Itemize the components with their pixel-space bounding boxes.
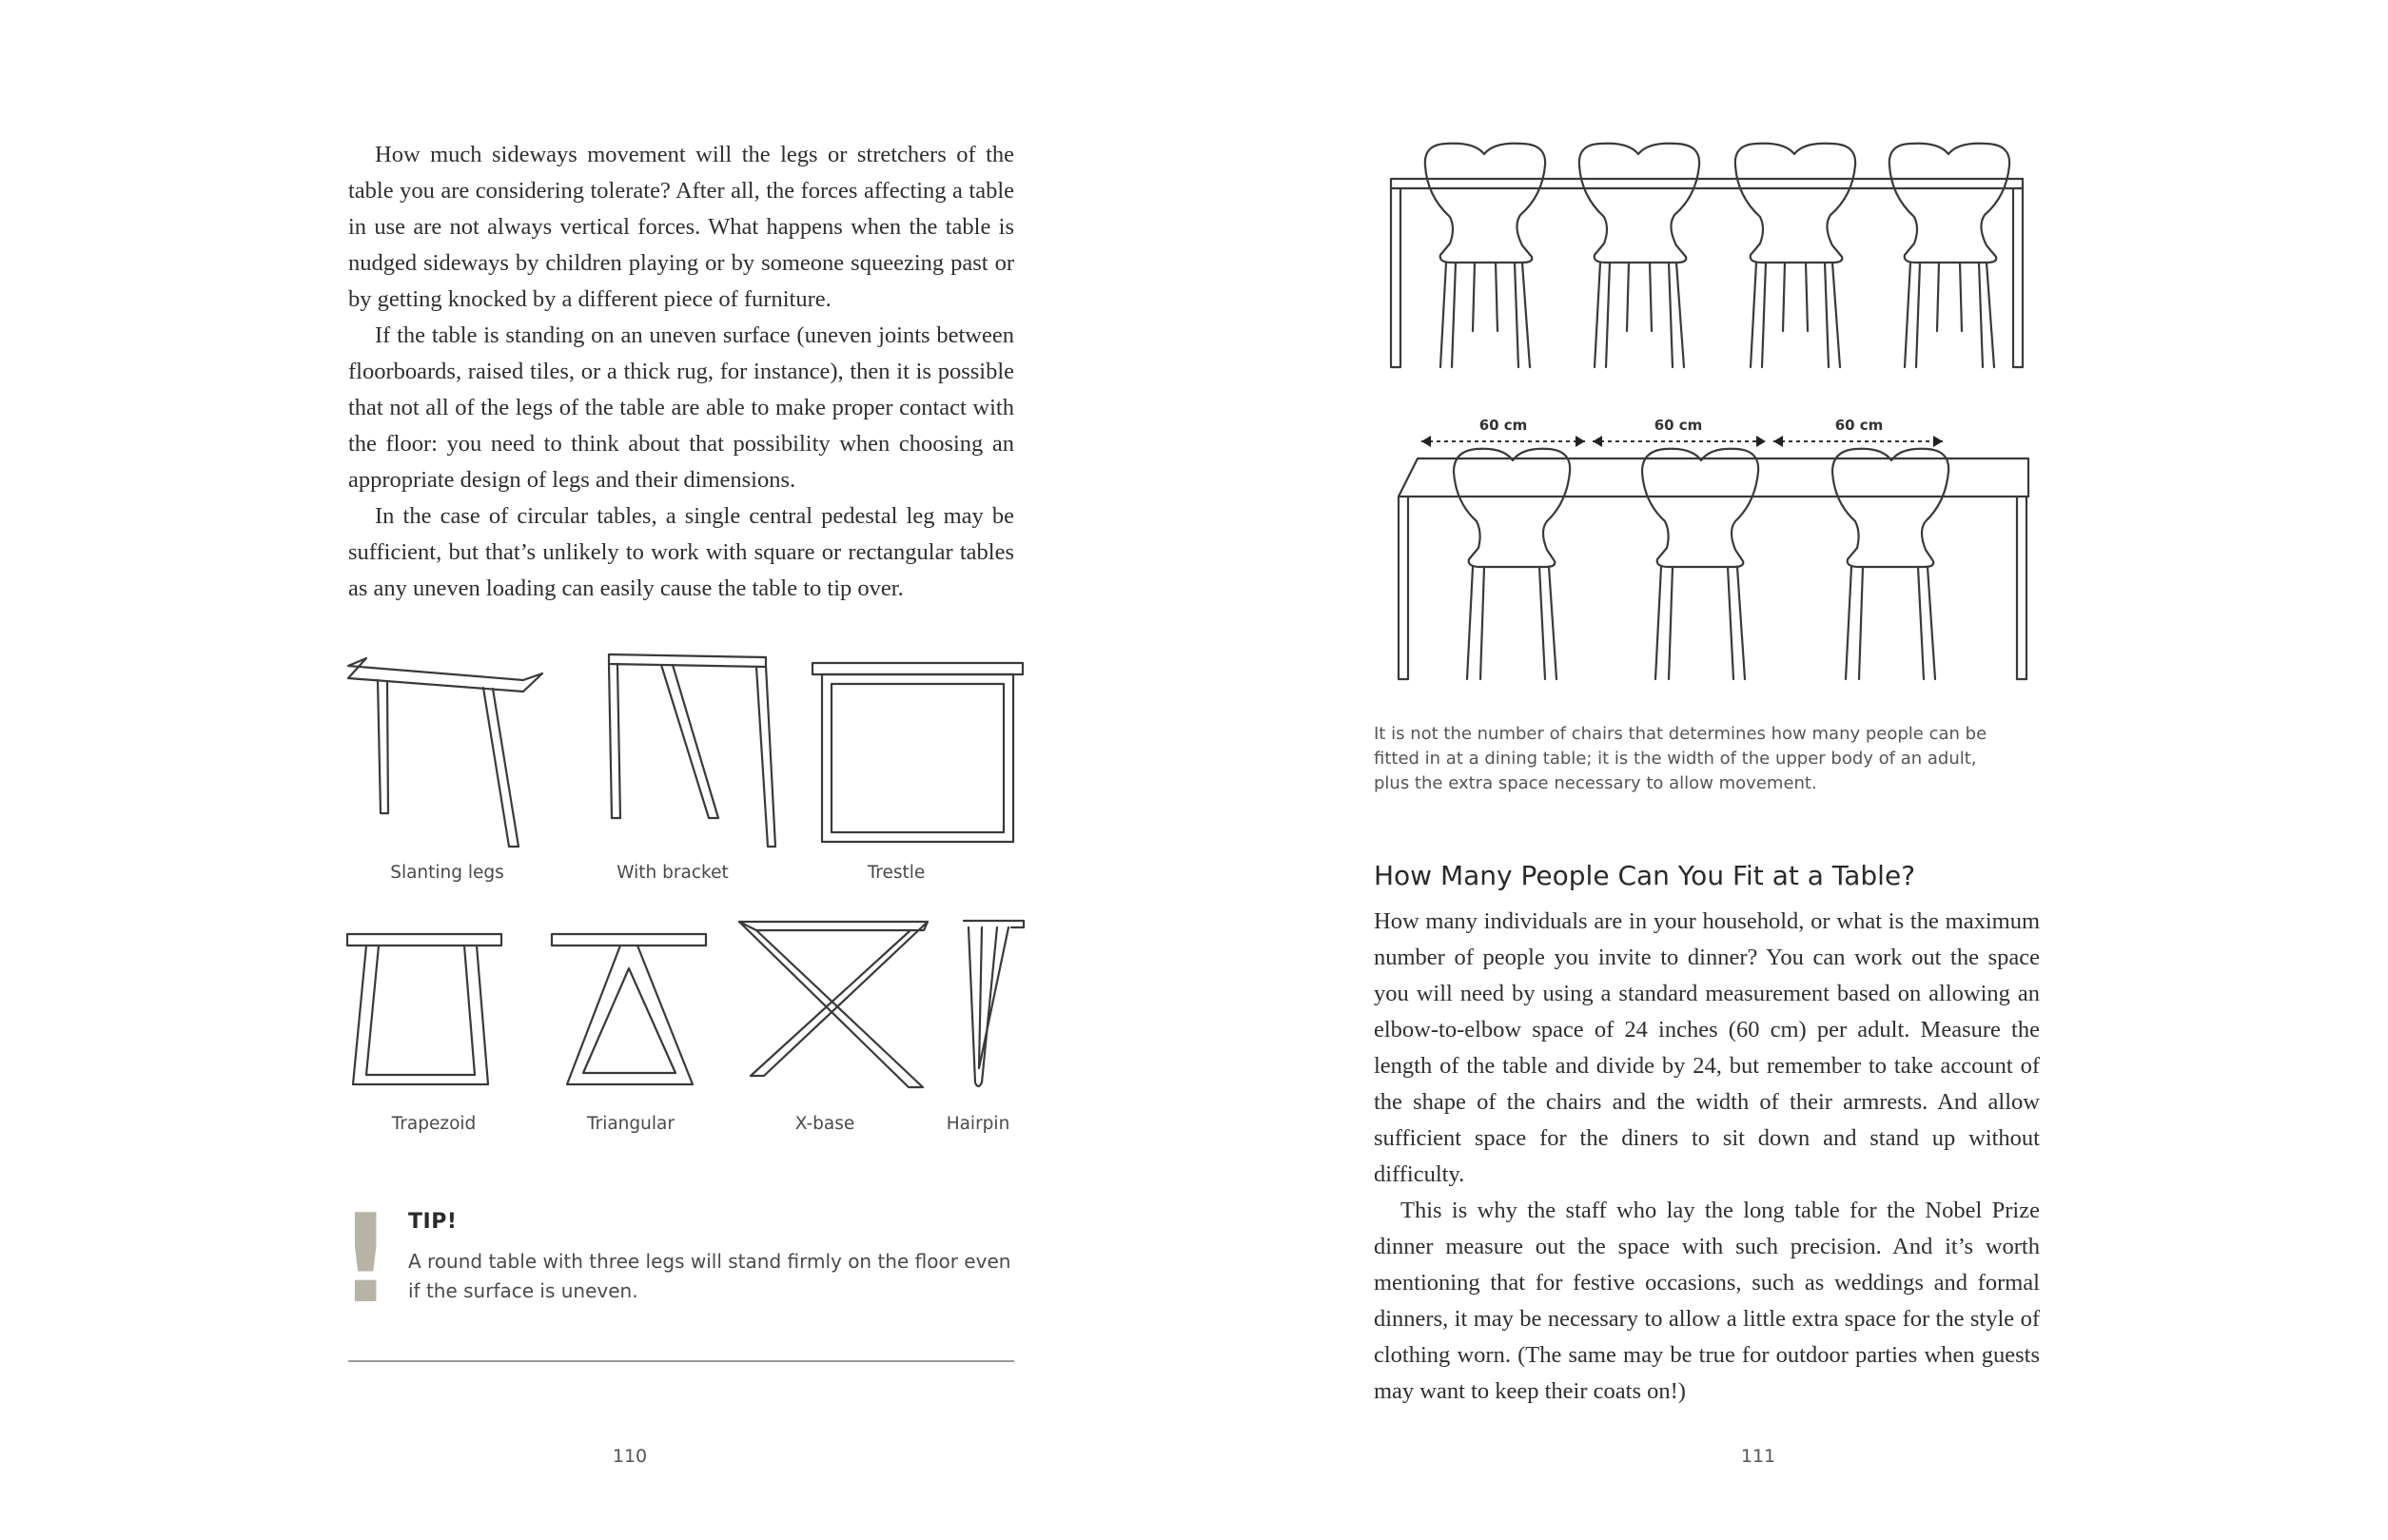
dimension-label-1: 60 cm <box>1478 417 1528 434</box>
paragraph-household-size: How many individuals are in your household, or what is the maximum number of people you invite to dinner? You can work out the space you will need by using a standard measurement based on allowing an elbow-to-elbow space of 24 inches (60 cm) per adult. Measure the length of the table and divide by 24, but remember to take account of the shape of the chairs and the width of their armrests. And allow sufficient space for the diners to sit down and stand up without difficulty. <box>1374 908 2040 1187</box>
page-number-left: 110 <box>612 1446 648 1467</box>
chair-icon <box>1454 449 1570 679</box>
x-base-illustration <box>737 916 937 1087</box>
label-trestle: Trestle <box>867 863 926 883</box>
chair-icon <box>1425 144 1545 367</box>
paragraph-sideways-movement: How much sideways movement will the legs or stretchers of the table you are considering tolerate? After all, the forces affecting a table in use are not always vertical forces. What happens when the table is nudged sideways by children playing or by someone squeezing past or by getting knocked by a different piece of furniture. <box>348 142 1014 312</box>
with-bracket-illustration <box>604 652 775 851</box>
tip-text: A round table with three legs will stand firmly on the floor even if the surface is uneven. <box>408 1250 1011 1302</box>
trestle-illustration <box>811 661 1025 851</box>
label-x-base: X-base <box>794 1114 855 1134</box>
dimension-arrows <box>1421 436 1943 447</box>
dimension-label-3: 60 cm <box>1834 417 1884 434</box>
three-chairs-dimension-illustration <box>1397 409 2044 685</box>
label-triangular: Triangular <box>587 1114 675 1134</box>
right-body-text <box>1374 904 2040 1410</box>
paragraph-circular-tables: In the case of circular tables, a single central pedestal leg may be sufficient, but that’s unlikely to work with square or rectangular tables as any uneven loading can easily cause the table to tip over. <box>348 503 1014 601</box>
page-number-right: 111 <box>1740 1446 1776 1467</box>
figure-caption: It is not the number of chairs that determines how many people can be fitted in at a dining table; it is the width of the upper body of an adult, plus the extra space necessary to allow movement. <box>1374 724 1987 793</box>
label-trapezoid: Trapezoid <box>391 1114 477 1134</box>
paragraph-uneven-surface: If the table is standing on an uneven surface (uneven joints between floorboards, raised tiles, or a thick rug, for instance), then it is possible that not all of the legs of the table are able to make proper contact with the floor: you need to think about that possibility when choosing an appropriate design of legs and their dimensions. <box>348 322 1014 493</box>
hairpin-illustration <box>959 916 1026 1092</box>
dimension-label-2: 60 cm <box>1654 417 1703 434</box>
trapezoid-illustration <box>345 932 507 1089</box>
tip-exclamation-icon: ! <box>338 1189 394 1331</box>
label-hairpin: Hairpin <box>946 1114 1010 1134</box>
right-page <box>1194 0 2388 1540</box>
four-chairs-table-illustration <box>1389 141 2045 374</box>
left-body-text <box>348 137 1014 607</box>
slanting-legs-illustration <box>343 652 552 851</box>
triangular-illustration <box>550 932 712 1089</box>
label-with-bracket: With bracket <box>617 863 729 883</box>
label-slanting-legs: Slanting legs <box>390 863 504 883</box>
section-heading: How Many People Can You Fit at a Table? <box>1374 860 1916 891</box>
paragraph-nobel-prize: This is why the staff who lay the long table for the Nobel Prize dinner measure out the space with such precision. And it’s worth mentioning that for festive occasions, such as weddings and formal dinners, it may be necessary to allow a little extra space for the style of clothing worn. (The same may be true for outdoor parties when guests may want to keep their coats on!) <box>1374 1198 2040 1404</box>
tip-title: TIP! <box>408 1210 458 1234</box>
tip-divider <box>348 1360 1014 1362</box>
